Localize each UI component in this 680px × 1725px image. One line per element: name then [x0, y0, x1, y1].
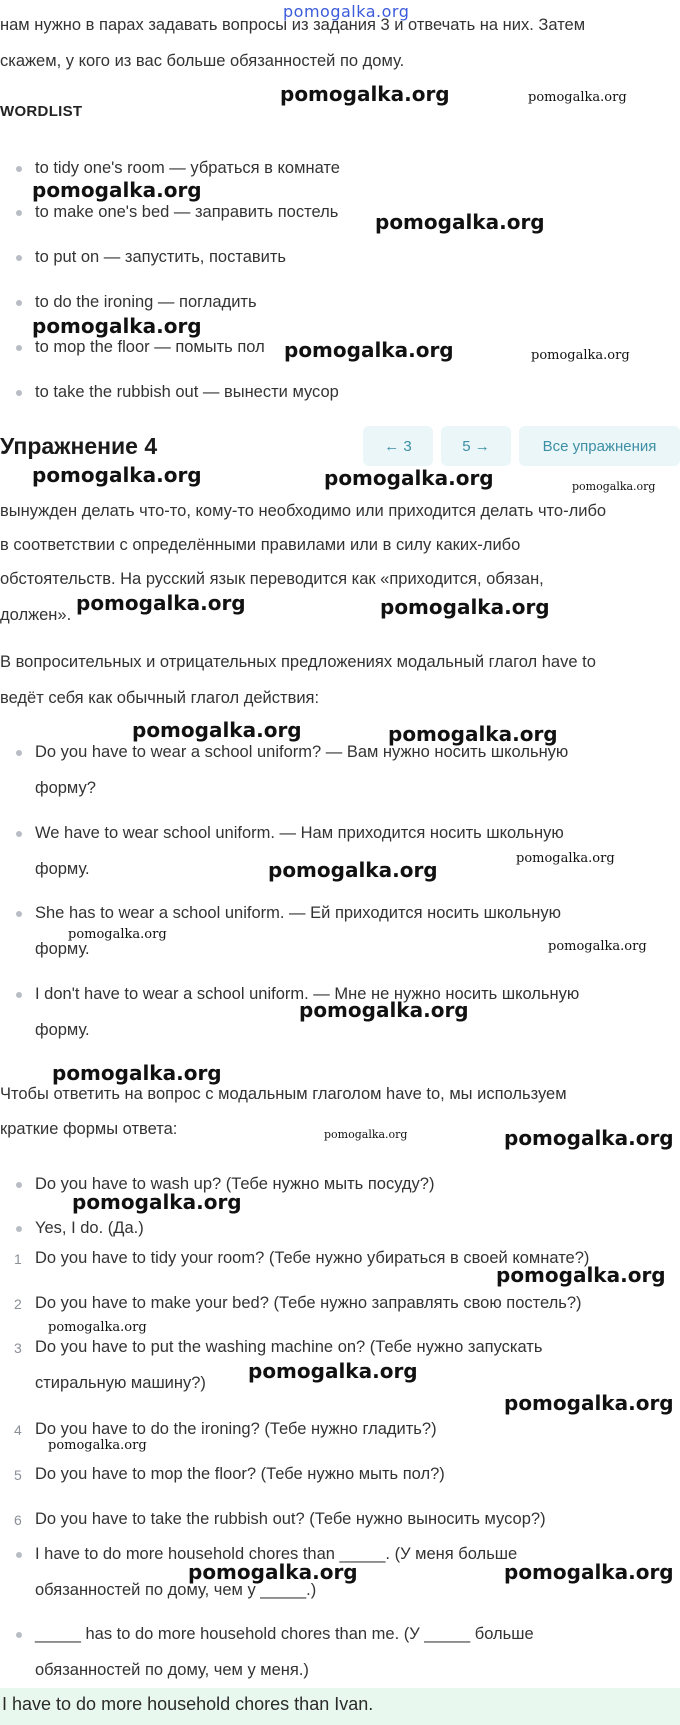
watermark: pomogalka.org: [72, 1190, 242, 1214]
watermark: pomogalka.org: [528, 90, 627, 105]
watermark: pomogalka.org: [76, 591, 246, 615]
watermark: pomogalka.org: [280, 82, 450, 106]
watermark: pomogalka.org: [504, 1391, 674, 1415]
paragraph-line: обстоятельств. На русский язык переводится как «приходится, обязан,: [0, 570, 544, 588]
answer-block: [0, 1688, 680, 1725]
top-watermark: pomogalka.org: [283, 2, 410, 21]
watermark: pomogalka.org: [516, 851, 615, 866]
watermark: pomogalka.org: [132, 718, 302, 742]
watermark: pomogalka.org: [32, 178, 202, 202]
paragraph-line: краткие формы ответа:: [0, 1120, 178, 1138]
answer-text: I have to do more household chores than Ivan.: [2, 1694, 374, 1714]
watermark: pomogalka.org: [284, 338, 454, 362]
watermark: pomogalka.org: [32, 463, 202, 487]
watermark: pomogalka.org: [32, 314, 202, 338]
watermark: pomogalka.org: [268, 858, 438, 882]
watermark: pomogalka.org: [68, 927, 167, 942]
watermark: pomogalka.org: [496, 1263, 666, 1287]
prev-exercise-button[interactable]: ← 3: [363, 426, 433, 466]
watermark: pomogalka.org: [324, 1128, 408, 1141]
paragraph-line: в соответствии с определёнными правилами или в силу каких-либо: [0, 536, 521, 554]
paragraph-line: должен».: [0, 606, 72, 624]
watermark: pomogalka.org: [531, 348, 630, 363]
all-exercises-button[interactable]: Все упражнения: [519, 426, 680, 466]
paragraph-line: В вопросительных и отрицательных предложениях модальный глагол have to: [0, 653, 596, 671]
next-exercise-button[interactable]: 5 →: [441, 426, 511, 466]
watermark: pomogalka.org: [380, 595, 550, 619]
watermark: pomogalka.org: [248, 1359, 418, 1383]
intro-line-2: скажем, у кого из вас больше обязанностей по дому.: [0, 52, 405, 70]
paragraph-line: Чтобы ответить на вопрос с модальным глаголом have to, мы используем: [0, 1085, 567, 1103]
exercise-title: Упражнение 4: [0, 433, 158, 459]
wordlist-title: WORDLIST: [0, 103, 83, 120]
watermark: pomogalka.org: [548, 939, 647, 954]
watermark: pomogalka.org: [375, 210, 545, 234]
watermark: pomogalka.org: [324, 466, 494, 490]
intro-line-1: нам нужно в парах задавать вопросы из задания 3 и отвечать на них. Затем: [0, 16, 586, 34]
paragraph-line: ведёт себя как обычный глагол действия:: [0, 689, 320, 707]
watermark: pomogalka.org: [299, 998, 469, 1022]
watermark: pomogalka.org: [52, 1061, 222, 1085]
paragraph-line: вынужден делать что-то, кому-то необходимо или приходится делать что-либо: [0, 502, 607, 520]
watermark: pomogalka.org: [48, 1320, 147, 1335]
watermark: pomogalka.org: [388, 722, 558, 746]
watermark: pomogalka.org: [188, 1560, 358, 1584]
watermark: pomogalka.org: [504, 1126, 674, 1150]
watermark: pomogalka.org: [504, 1560, 674, 1584]
watermark: pomogalka.org: [48, 1438, 147, 1453]
watermark: pomogalka.org: [572, 480, 656, 493]
